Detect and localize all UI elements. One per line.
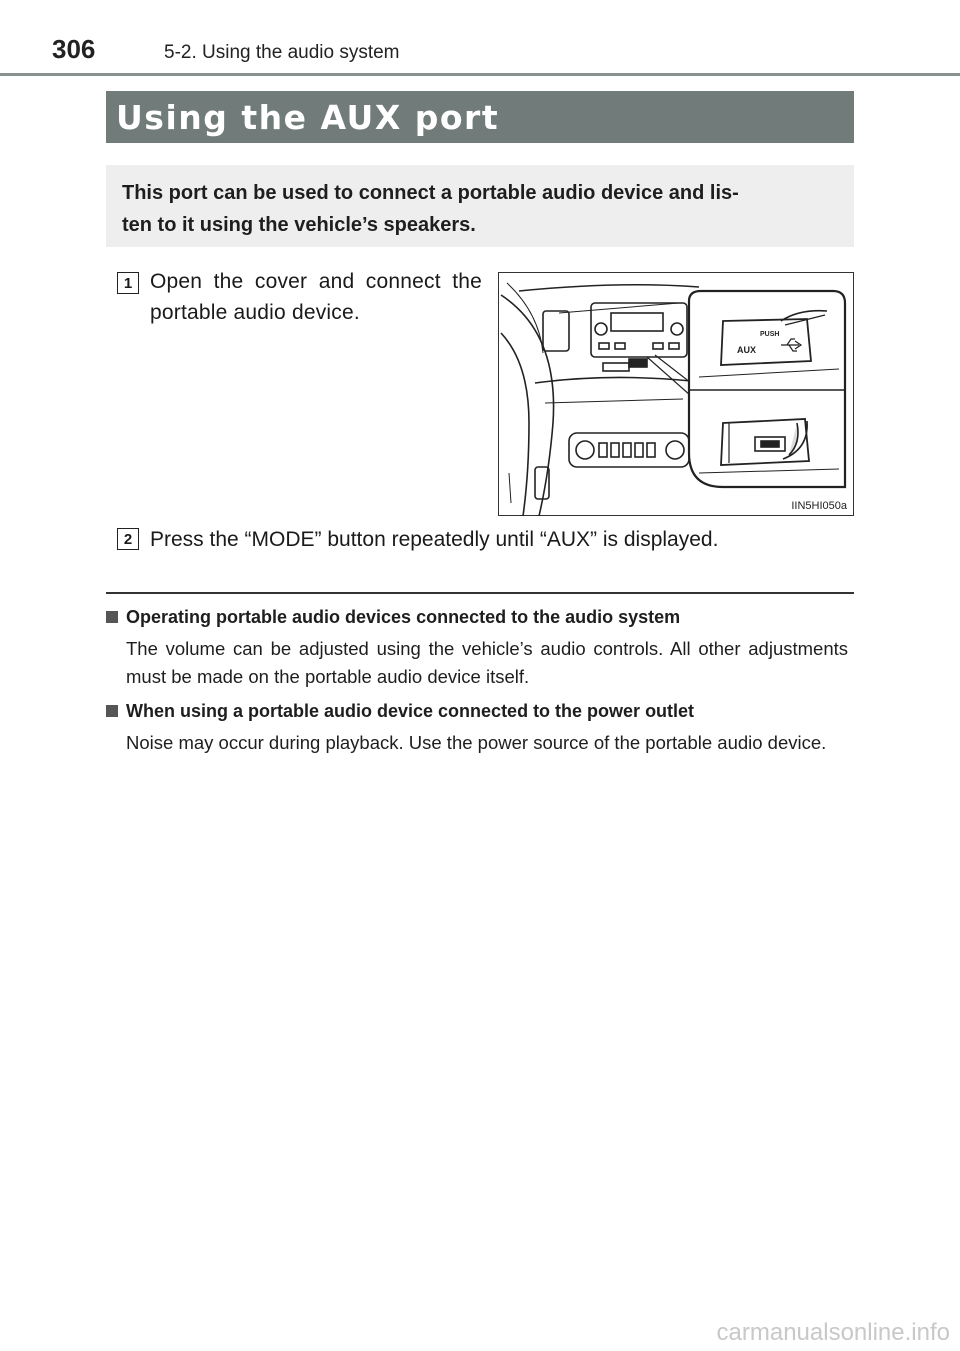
section-divider — [106, 592, 854, 594]
intro-box — [106, 165, 854, 247]
running-head: 5-2. Using the audio system — [164, 42, 400, 63]
note-heading-1-text: Operating portable audio devices connected to the audio system — [126, 607, 681, 627]
watermark: carmanualsonline.info — [716, 1319, 950, 1346]
note-heading-1 — [106, 607, 680, 628]
step-1-text: Open the cover and connect the portable audio device. — [150, 270, 482, 324]
aux-port-illustration — [498, 272, 854, 516]
header-rule — [0, 73, 960, 76]
step-number-2: 2 — [117, 528, 139, 550]
step-number-1: 1 — [117, 272, 139, 294]
label-push: PUSH — [760, 331, 780, 338]
note-body-1: The volume can be adjusted using the vehicle’s audio controls. All other adjustments must be made on the portable audio device itself. — [126, 638, 848, 687]
intro-line-2: ten to it using the vehicle’s speakers. — [122, 214, 476, 236]
bullet-square-icon — [106, 611, 118, 623]
section-title-text: Using the AUX port — [116, 97, 500, 137]
page-number: 306 — [52, 34, 96, 64]
note-heading-2-text: When using a portable audio device connected to the power outlet — [126, 701, 695, 721]
note-body-2: Noise may occur during playback. Use the power source of the portable audio device. — [126, 732, 827, 753]
intro-line-1: This port can be used to connect a portable audio device and lis- — [122, 182, 739, 204]
bullet-square-icon — [106, 705, 118, 717]
note-heading-2 — [106, 701, 694, 722]
section-title — [106, 91, 854, 143]
dashboard-drawing — [499, 273, 855, 517]
label-aux: AUX — [737, 345, 757, 355]
figure-id: IIN5HI050a — [791, 500, 847, 512]
step-2-text: Press the “MODE” button repeatedly until “AUX” is displayed. — [150, 528, 719, 551]
